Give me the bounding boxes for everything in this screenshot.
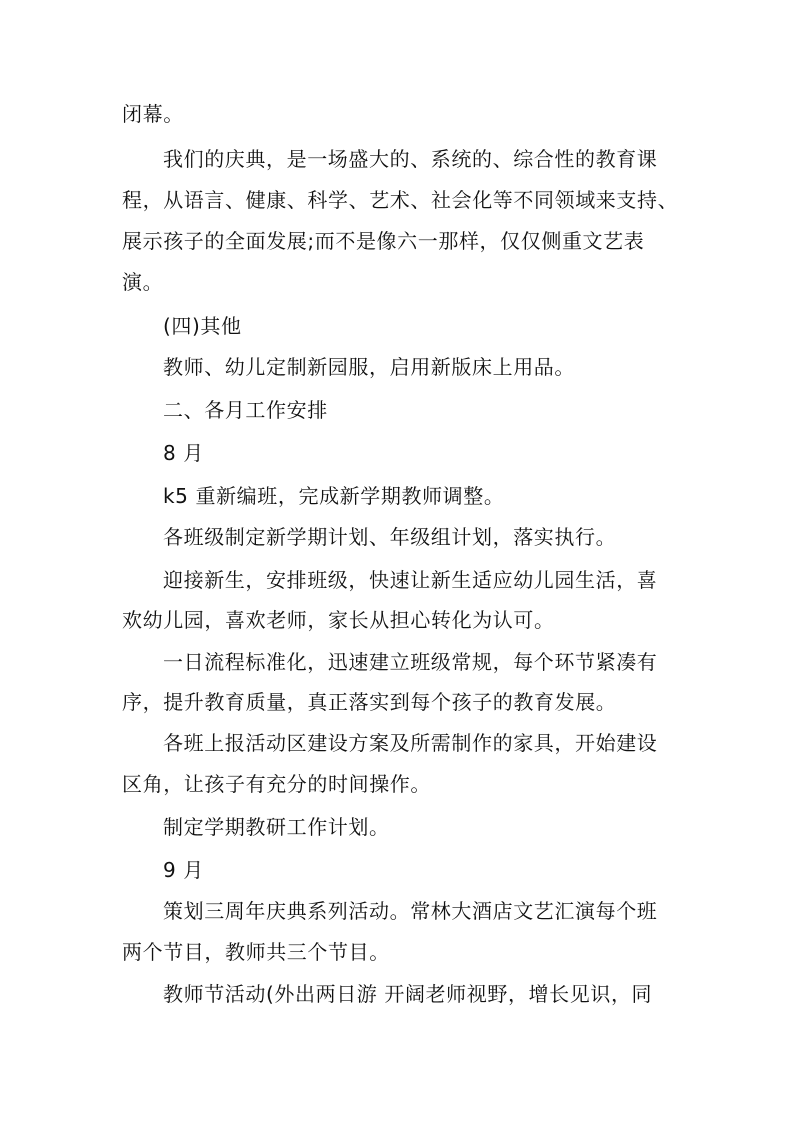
text-line: 一日流程标准化，迅速建立班级常规，每个环节紧凑有 <box>163 650 658 674</box>
text-line: 教师、幼儿定制新园服，启用新版床上用品。 <box>163 355 575 379</box>
text-line: 我们的庆典，是一场盛大的、系统的、综合性的教育课 <box>163 147 658 171</box>
text-line: 演。 <box>122 270 164 294</box>
text-line: 教师节活动(外出两日游 开阔老师视野，增长见识，同 <box>163 982 653 1006</box>
text-line: 展示孩子的全面发展;而不是像六一那样，仅仅侧重文艺表 <box>122 229 645 253</box>
text-line: 策划三周年庆典系列活动。常林大酒店文艺汇演每个班 <box>163 899 658 923</box>
text-line: 欢幼儿园，喜欢老师，家长从担心转化为认可。 <box>122 608 555 632</box>
section-heading: 二、各月工作安排 <box>163 398 328 422</box>
text-line: 两个节目，教师共三个节目。 <box>122 940 390 964</box>
text-line: 闭幕。 <box>122 102 184 126</box>
text-line: 迎接新生，安排班级，快速让新生适应幼儿园生活，喜 <box>163 568 658 592</box>
month-heading: 8 月 <box>163 441 204 465</box>
month-heading: 9 月 <box>163 858 204 882</box>
text-line: 各班级制定新学期计划、年级组计划，落实执行。 <box>163 525 617 549</box>
section-heading: (四)其他 <box>163 314 242 338</box>
text-line: 程，从语言、健康、科学、艺术、社会化等不同领域来支持、 <box>122 188 679 212</box>
text-line: k5 重新编班，完成新学期教师调整。 <box>163 484 505 508</box>
text-line: 各班上报活动区建设方案及所需制作的家具，开始建设 <box>163 731 658 755</box>
text-line: 制定学期教研工作计划。 <box>163 815 390 839</box>
text-line: 序，提升教育质量，真正落实到每个孩子的教育发展。 <box>122 690 617 714</box>
text-line: 区角，让孩子有充分的时间操作。 <box>122 772 431 796</box>
